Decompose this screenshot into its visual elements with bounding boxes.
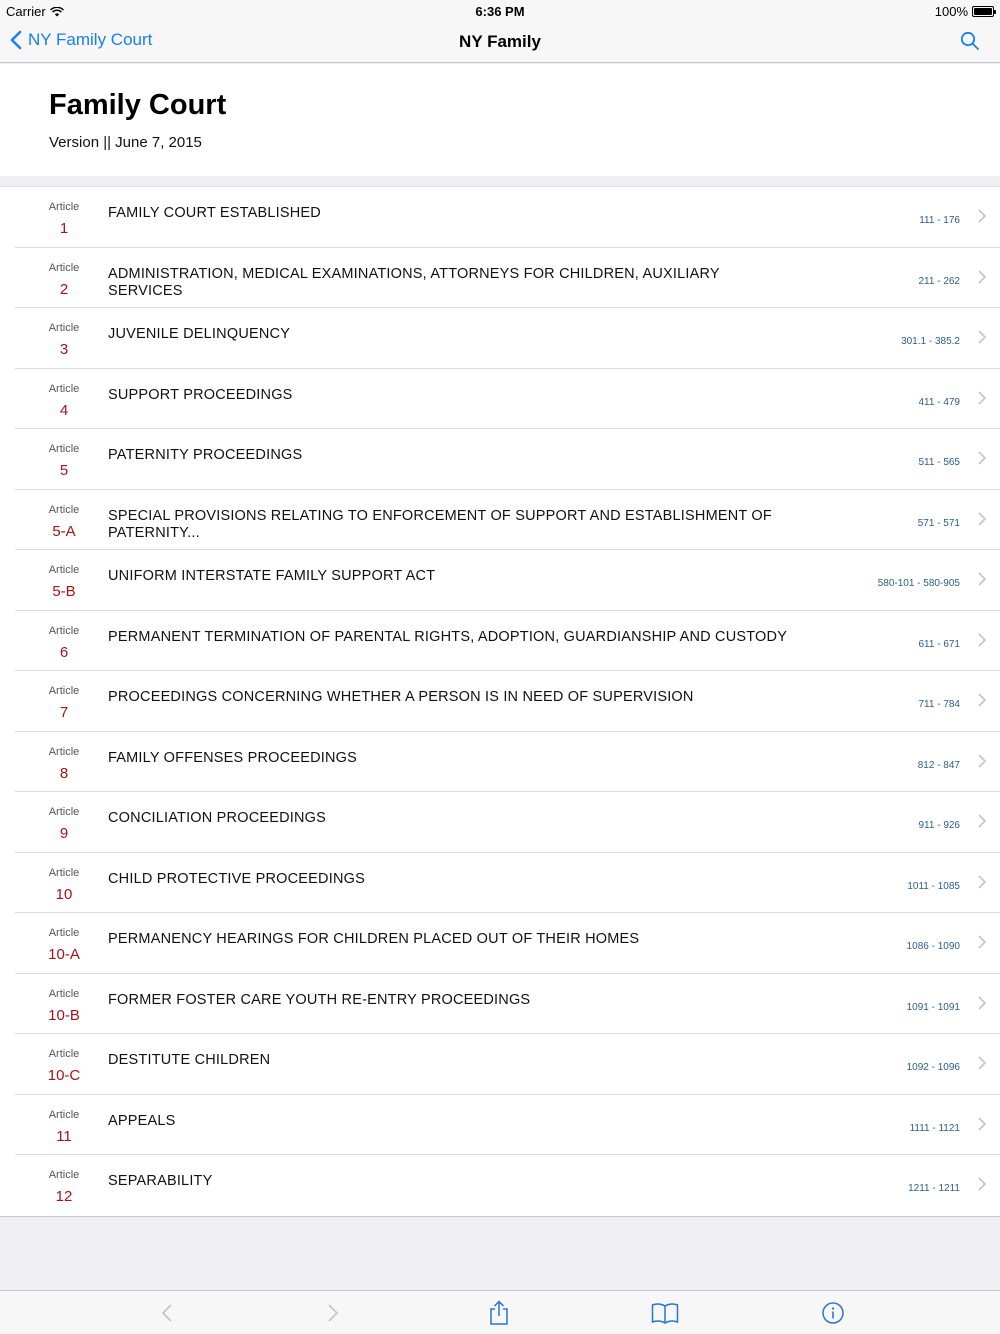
battery-percent: 100% [934, 4, 968, 19]
article-row[interactable] [0, 248, 1000, 309]
article-label: Article [48, 987, 80, 1000]
article-title: CHILD PROTECTIVE PROCEEDINGS [108, 870, 365, 887]
article-row[interactable] [0, 550, 1000, 611]
article-number: 1 [59, 220, 69, 237]
page-title: Family Court [49, 89, 227, 121]
next-button[interactable] [318, 1300, 348, 1326]
article-label: Article [48, 1108, 80, 1121]
section-range: 1091 - 1091 [906, 1001, 960, 1013]
bottom-toolbar [0, 1290, 1000, 1334]
article-title: APPEALS [108, 1112, 176, 1129]
chevron-right-icon [977, 1116, 987, 1132]
article-label: Article [48, 806, 80, 818]
article-row[interactable] [0, 732, 1000, 793]
article-title: PERMANENCY HEARINGS FOR CHILDREN PLACED OUT OF THEIR HOMES [108, 931, 640, 947]
article-number: 12 [55, 1188, 73, 1205]
section-range: 1011 - 1085 [907, 880, 960, 892]
article-number: 2 [59, 280, 69, 298]
article-row[interactable] [0, 1034, 1000, 1095]
article-number: 10-C [47, 1067, 81, 1084]
chevron-right-icon [977, 632, 987, 648]
section-range: 1086 - 1090 [906, 941, 960, 952]
article-title: SUPPORT PROCEEDINGS [108, 386, 293, 403]
section-range: 111 - 176 [919, 215, 960, 226]
chevron-right-icon [977, 874, 987, 890]
chevron-left-icon [161, 1303, 173, 1323]
article-number: 10-A [48, 946, 80, 963]
article-row[interactable] [0, 913, 1000, 974]
chevron-right-icon [977, 269, 987, 285]
article-title: PROCEEDINGS CONCERNING WHETHER A PERSON IS IN NEED OF SUPERVISION [108, 689, 694, 705]
article-label: Article [48, 1169, 80, 1181]
article-number: 10-B [48, 1006, 80, 1024]
article-row[interactable] [0, 490, 1000, 551]
chevron-right-icon [977, 813, 987, 829]
article-label: Article [48, 201, 80, 213]
bookmarks-button[interactable] [650, 1300, 680, 1326]
carrier-label: Carrier [6, 4, 46, 19]
search-button[interactable] [960, 31, 980, 56]
article-label: Article [48, 322, 80, 334]
article-title: FAMILY OFFENSES PROCEEDINGS [108, 749, 357, 766]
section-range: 511 - 565 [918, 457, 960, 468]
chevron-right-icon [977, 450, 987, 466]
section-range: 580-101 - 580-905 [877, 578, 960, 589]
section-range: 571 - 571 [917, 517, 960, 529]
back-button-label: NY Family Court [28, 30, 153, 49]
article-row[interactable] [0, 853, 1000, 914]
article-row[interactable] [0, 671, 1000, 732]
article-title: UNIFORM INTERSTATE FAMILY SUPPORT ACT [108, 568, 436, 584]
section-range: 411 - 479 [918, 396, 960, 408]
article-label: Article [48, 685, 80, 697]
chevron-right-icon [977, 390, 987, 406]
article-number: 5 [59, 462, 69, 479]
section-range: 1211 - 1211 [908, 1183, 960, 1194]
article-list [0, 186, 1000, 1217]
article-label: Article [48, 624, 80, 637]
article-row[interactable] [0, 187, 1000, 248]
article-number: 11 [56, 1127, 72, 1145]
chevron-right-icon [977, 571, 987, 587]
search-icon [960, 31, 980, 51]
article-row[interactable] [0, 1155, 1000, 1216]
article-row[interactable] [0, 611, 1000, 672]
chevron-right-icon [977, 995, 987, 1011]
article-title: FAMILY COURT ESTABLISHED [108, 205, 321, 221]
article-label: Article [48, 261, 80, 274]
article-number: 5-B [52, 583, 76, 600]
section-range: 211 - 262 [918, 275, 960, 287]
article-title: PERMANENT TERMINATION OF PARENTAL RIGHTS, ADOPTION, GUARDIANSHIP AND CUSTODY [108, 628, 788, 645]
page-header [0, 64, 1000, 176]
article-title: ADMINISTRATION, MEDICAL EXAMINATIONS, ATTORNEYS FOR CHILDREN, AUXILIARY SERVICES [108, 265, 720, 299]
article-row[interactable] [0, 792, 1000, 853]
info-icon [821, 1301, 845, 1325]
article-label: Article [48, 927, 80, 939]
navigation-bar [0, 22, 1000, 63]
nav-title: NY Family [459, 32, 541, 51]
chevron-right-icon [977, 208, 987, 224]
section-range: 611 - 671 [918, 638, 960, 650]
section-range: 711 - 784 [918, 699, 960, 710]
chevron-right-icon [977, 1176, 987, 1192]
article-number: 5-A [52, 522, 76, 540]
article-title: JUVENILE DELINQUENCY [108, 326, 291, 342]
battery-icon [972, 6, 994, 17]
chevron-right-icon [977, 753, 987, 769]
article-row[interactable] [0, 974, 1000, 1035]
article-label: Article [48, 564, 80, 576]
chevron-right-icon [977, 934, 987, 950]
section-range: 301.1 - 385.2 [901, 336, 960, 347]
article-number: 6 [59, 643, 69, 661]
share-icon [488, 1300, 510, 1326]
article-label: Article [48, 1048, 80, 1060]
share-button[interactable] [484, 1300, 514, 1326]
section-range: 1111 - 1121 [909, 1122, 960, 1134]
article-number: 3 [59, 341, 69, 358]
status-bar [0, 0, 1000, 22]
article-number: 4 [59, 401, 69, 419]
article-title: PATERNITY PROCEEDINGS [108, 447, 303, 463]
article-number: 7 [59, 704, 69, 721]
article-title: CONCILIATION PROCEEDINGS [108, 810, 327, 826]
article-label: Article [48, 382, 80, 395]
battery-indicator [935, 4, 994, 19]
info-button[interactable] [818, 1300, 848, 1326]
section-range: 911 - 926 [918, 820, 960, 831]
article-number: 10 [55, 885, 73, 903]
article-number: 8 [59, 764, 69, 782]
article-label: Article [48, 503, 80, 516]
chevron-right-icon [977, 1055, 987, 1071]
article-label: Article [48, 866, 80, 879]
version-label: Version || June 7, 2015 [49, 134, 202, 151]
book-icon [651, 1302, 679, 1324]
clock: 6:36 PM [475, 4, 525, 19]
article-title: FORMER FOSTER CARE YOUTH RE-ENTRY PROCEEDINGS [108, 991, 531, 1008]
article-row[interactable] [0, 369, 1000, 430]
chevron-right-icon [327, 1303, 339, 1323]
article-label: Article [48, 745, 80, 758]
article-number: 9 [59, 825, 69, 842]
section-range: 1092 - 1096 [906, 1062, 960, 1073]
chevron-right-icon [977, 692, 987, 708]
article-title: SPECIAL PROVISIONS RELATING TO ENFORCEMENT OF SUPPORT AND ESTABLISHMENT OF PATERNITY... [108, 507, 772, 541]
article-title: SEPARABILITY [108, 1173, 213, 1189]
article-title: DESTITUTE CHILDREN [108, 1052, 271, 1068]
article-label: Article [48, 443, 80, 455]
article-row[interactable] [0, 308, 1000, 369]
previous-button[interactable] [152, 1300, 182, 1326]
chevron-right-icon [977, 329, 987, 345]
section-range: 812 - 847 [917, 759, 960, 771]
article-row[interactable] [0, 429, 1000, 490]
article-row[interactable] [0, 1095, 1000, 1156]
chevron-right-icon [977, 511, 987, 527]
